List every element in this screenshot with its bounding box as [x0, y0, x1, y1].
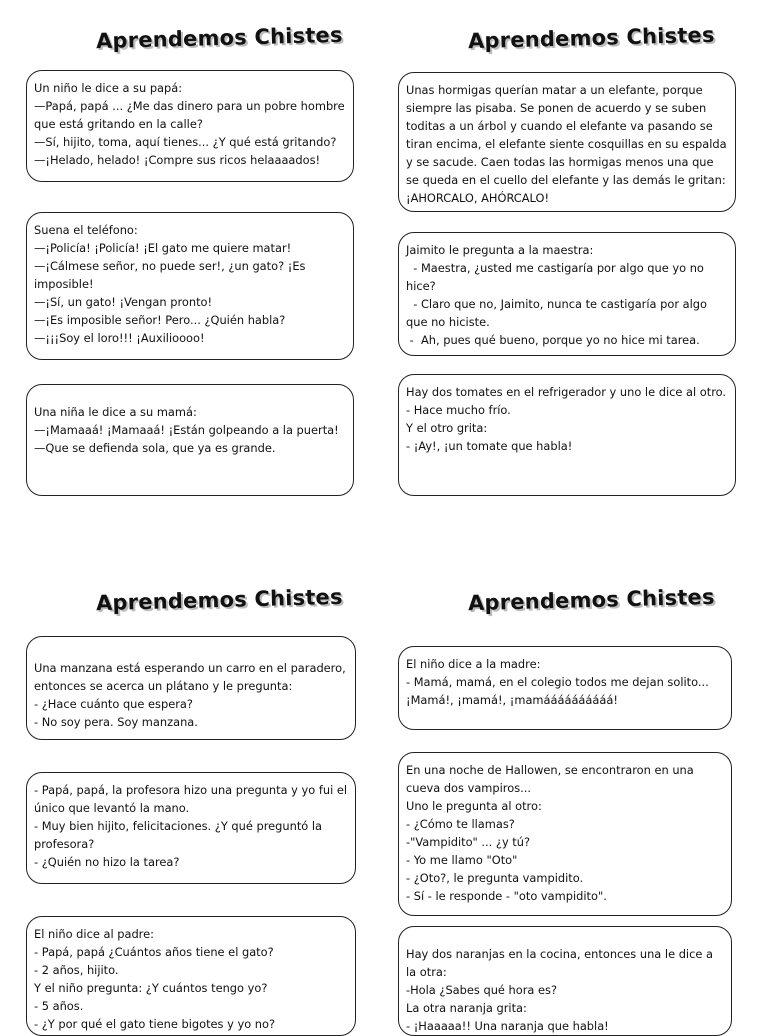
joke-line: Y el niño pregunta: ¿Y cuántos tengo yo?: [34, 981, 268, 995]
joke-line: -"Vampidito" ... ¿y tú?: [406, 835, 531, 849]
joke-line: - 2 años, hijito.: [34, 963, 119, 977]
joke-line: —¡Policía! ¡Policía! ¡El gato me quiere matar!: [34, 241, 292, 255]
joke-line: —Papá, papá ... ¿Me das dinero para un pobre hombre que está gritando en la calle?: [34, 99, 349, 131]
title-top-left: Aprendemos Chistes: [95, 22, 343, 54]
joke-line: - No soy pera. Soy manzana.: [34, 715, 198, 729]
joke-card: [26, 636, 356, 740]
joke-line: —¡Sí, un gato! ¡Vengan pronto!: [34, 295, 213, 309]
joke-line: Uno le pregunta al otro:: [406, 799, 542, 813]
joke-line: - ¿Y por qué el gato tiene bigotes y yo no?: [34, 1017, 276, 1031]
joke-card: [26, 70, 354, 182]
joke-card: [398, 752, 732, 916]
joke-card: [26, 384, 354, 496]
joke-card: [398, 646, 732, 730]
joke-line: El niño dice al padre:: [34, 927, 154, 941]
joke-line: - Muy bien hijito, felicitaciones. ¿Y qué preguntó la profesora?: [34, 819, 326, 851]
joke-line: - ¿Oto?, le pregunta vampidito.: [406, 871, 584, 885]
joke-line: —¡Helado, helado! ¡Compre sus ricos helaaaados!: [34, 153, 321, 167]
joke-line: La otra naranja grita:: [406, 1001, 527, 1015]
title-bottom-left: Aprendemos Chistes: [95, 584, 343, 616]
joke-card: [26, 212, 354, 360]
joke-card: [26, 916, 356, 1036]
joke-line: Suena el teléfono:: [34, 223, 138, 237]
joke-line: —¡Cálmese señor, no puede ser!, ¿un gato? ¡Es imposible!: [34, 259, 310, 291]
joke-line: —¡Mamaaá! ¡Mamaaá! ¡Están golpeando a la puerta!: [34, 423, 339, 437]
joke-line: —Sí, hijito, toma, aquí tienes... ¿Y qué está gritando?: [34, 135, 337, 149]
joke-line: El niño dice a la madre:: [406, 657, 541, 671]
joke-line: —¡¡¡Soy el loro!!! ¡Auxilioooo!: [34, 331, 205, 345]
joke-line: - Mamá, mamá, en el colegio todos me dejan solito...: [406, 675, 709, 689]
joke-card: [398, 926, 732, 1036]
joke-line: - ¡Haaaaa!! Una naranja que habla!: [406, 1019, 609, 1033]
joke-line: Hay dos naranjas en la cocina, entonces una le dice a la otra:: [406, 947, 717, 979]
joke-line: - Hace mucho frío.: [406, 403, 511, 417]
joke-line: Una niña le dice a su mamá:: [34, 405, 197, 419]
joke-line: Jaimito le pregunta a la maestra:: [406, 243, 594, 257]
joke-line: Y el otro grita:: [406, 421, 488, 435]
joke-line: Unas hormigas querían matar a un elefante, porque siempre las pisaba. Se ponen de acuerdo y se suben toditas a un árbol y cuando el elefante va pasando se tiran encima, el elefante siente cosquillas en su espalda y se sacude. Caen todas las hormigas menos una que se queda en el cuello del elefante y las demás le gritan: ¡AHORCALO, AHÓRCALO!: [406, 83, 731, 205]
joke-line: - ¿Quién no hizo la tarea?: [34, 855, 180, 869]
joke-line: - ¡Ay!, ¡un tomate que habla!: [406, 439, 573, 453]
joke-line: - ¿Hace cuánto que espera?: [34, 697, 193, 711]
joke-line: En una noche de Hallowen, se encontraron en una cueva dos vampiros...: [406, 763, 698, 795]
joke-line: —Que se defienda sola, que ya es grande.: [34, 441, 276, 455]
joke-line: Hay dos tomates en el refrigerador y uno le dice al otro.: [406, 385, 727, 399]
joke-line: ¡Mamá!, ¡mamá!, ¡mamáááááááááá!: [406, 693, 618, 707]
joke-line: - Yo me llamo "Oto": [406, 853, 518, 867]
joke-line: - Papá, papá, la profesora hizo una pregunta y yo fui el único que levantó la mano.: [34, 783, 351, 815]
joke-line: Un niño le dice a su papá:: [34, 81, 183, 95]
title-bottom-right: Aprendemos Chistes: [467, 584, 715, 616]
joke-card: [398, 72, 736, 212]
joke-line: - 5 años.: [34, 999, 84, 1013]
joke-line: Una manzana está esperando un carro en el paradero, entonces se acerca un plátano y le pregunta:: [34, 661, 350, 693]
joke-line: - Maestra, ¿usted me castigaría por algo que yo no hice?: [406, 261, 708, 293]
joke-card: [398, 232, 736, 356]
joke-line: - Sí - le responde - "oto vampidito".: [406, 889, 607, 903]
joke-card: [398, 374, 736, 496]
joke-line: -Hola ¿Sabes qué hora es?: [406, 983, 557, 997]
joke-line: - Ah, pues qué bueno, porque yo no hice mi tarea.: [406, 333, 700, 347]
joke-card: [26, 772, 356, 884]
joke-line: —¡Es imposible señor! Pero... ¿Quién habla?: [34, 313, 286, 327]
title-top-right: Aprendemos Chistes: [467, 22, 715, 54]
joke-line: - Papá, papá ¿Cuántos años tiene el gato?: [34, 945, 274, 959]
joke-line: - Claro que no, Jaimito, nunca te castigaría por algo que no hiciste.: [406, 297, 711, 329]
joke-line: - ¿Cómo te llamas?: [406, 817, 515, 831]
